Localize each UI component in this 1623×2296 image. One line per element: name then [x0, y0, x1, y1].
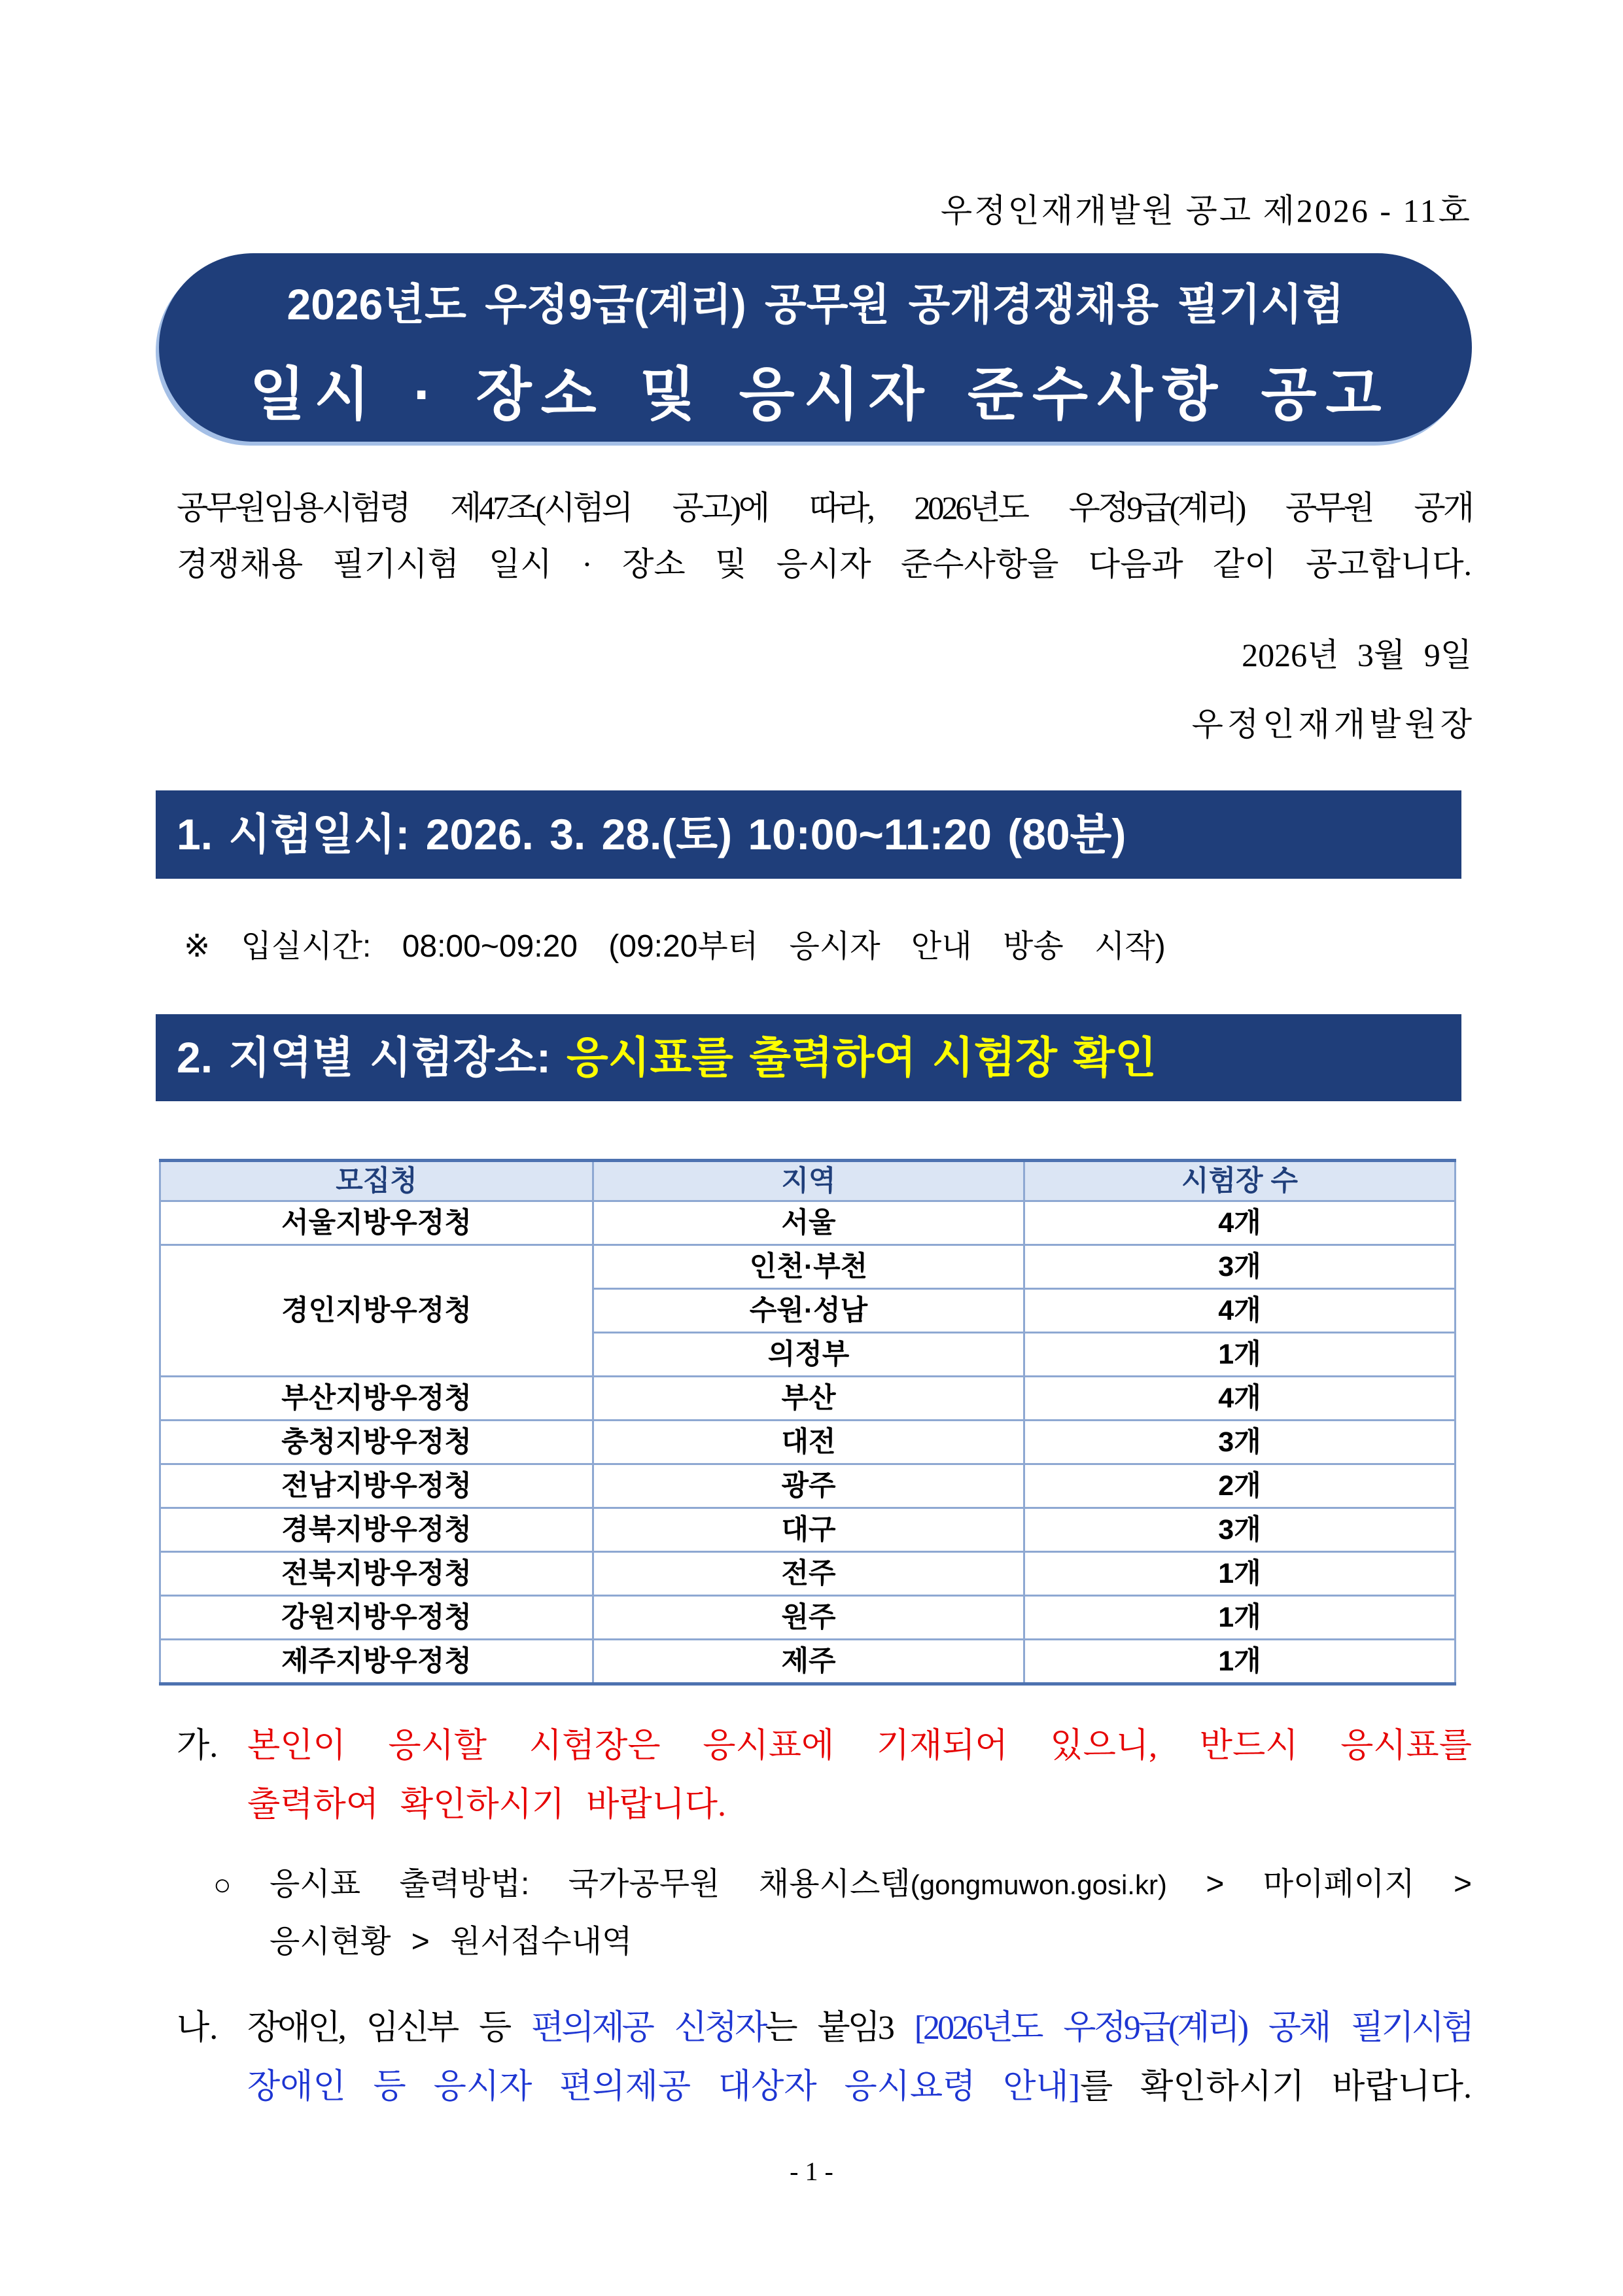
table-cell-site-count: 4개 [1024, 1289, 1456, 1333]
title-line-2: 일시 · 장소 및 응시자 준수사항 공고 [249, 362, 1391, 427]
table-cell-office: 강원지방우정청 [160, 1596, 593, 1640]
table-cell-site-count: 3개 [1024, 1245, 1456, 1289]
url-text: (gongmuwon.gosi.kr) [910, 1869, 1167, 1900]
table-cell-office: 경인지방우정청 [160, 1245, 593, 1377]
notice-number: 우정인재개발원 공고 제2026 - 11호 [940, 192, 1472, 229]
table-cell-region: 원주 [593, 1596, 1024, 1640]
table-row [160, 1201, 1456, 1245]
exam-site-table [159, 1159, 1456, 1686]
table-cell-region: 서울 [593, 1201, 1024, 1245]
table-cell-site-count: 4개 [1024, 1201, 1456, 1245]
issuer-name: 우정인재개발원장 [1191, 706, 1476, 743]
table-cell-office: 충청지방우정청 [160, 1421, 593, 1464]
table-cell-office: 서울지방우정청 [160, 1201, 593, 1245]
table-row [160, 1640, 1456, 1684]
table-cell-office: 전북지방우정청 [160, 1552, 593, 1596]
table-cell-site-count: 1개 [1024, 1596, 1456, 1640]
item-na-marker: 나. [177, 2009, 218, 2047]
plain-text: 를 확인하시기 바랍니다. [1080, 2068, 1472, 2106]
print-method-path: > 마이페이지 > [1206, 1867, 1472, 1901]
item-ga-line: 출력하여 확인하시기 바랍니다. [247, 1786, 727, 1824]
print-method-line [270, 1856, 1472, 1913]
table-cell-region: 의정부 [593, 1333, 1024, 1377]
table-header-site-count: 시험장 수 [1024, 1161, 1456, 1201]
plain-text: 는 붙임3 [765, 2009, 915, 2047]
title-banner [159, 253, 1472, 442]
table-row [160, 1464, 1456, 1508]
table-cell-region: 부산 [593, 1377, 1024, 1421]
emphasis-text: [2026년도 우정9급(계리) 공채 필기시험 [914, 2009, 1472, 2047]
table-row [160, 1245, 1456, 1289]
intro-line: 경쟁채용 필기시험 일시 · 장소 및 응시자 준수사항을 다음과 같이 공고합니다. [177, 546, 1472, 582]
table-cell-region: 제주 [593, 1640, 1024, 1684]
table-cell-site-count: 2개 [1024, 1464, 1456, 1508]
table-header-office: 모집청 [160, 1161, 593, 1201]
item-ga-marker: 가. [177, 1727, 218, 1765]
emphasis-text: 편의제공 신청자 [531, 2009, 765, 2047]
print-method-path-line: 응시현황 > 원서접수내역 [270, 1924, 633, 1959]
table-row [160, 1552, 1456, 1596]
table-cell-office: 전남지방우정청 [160, 1464, 593, 1508]
table-body [160, 1201, 1456, 1684]
table-cell-site-count: 3개 [1024, 1508, 1456, 1552]
table-cell-region: 수원·성남 [593, 1289, 1024, 1333]
plain-text: 장애인, 임신부 등 [247, 2009, 531, 2047]
section-2-highlight: 응시표를 출력하여 시험장 확인 [567, 1033, 1157, 1082]
intro-line: 공무원임용시험령 제47조(시험의 공고)에 따라, 2026년도 우정9급(계리) 공무원 공개 [177, 489, 1472, 526]
table-cell-site-count: 1개 [1024, 1552, 1456, 1596]
table-header [160, 1161, 1456, 1201]
entry-time-note: ※ 입실시간: 08:00~09:20 (09:20부터 응시자 안내 방송 시작) [184, 929, 1166, 964]
print-method-label: 응시표 출력방법: 국가공무원 채용시스템 [270, 1867, 911, 1901]
section-1-heading: 1. 시험일시: 2026. 3. 28.(토) 10:00~11:20 (80분) [177, 810, 1126, 858]
table-cell-site-count: 4개 [1024, 1377, 1456, 1421]
table-cell-site-count: 3개 [1024, 1421, 1456, 1464]
item-ga-line: 본인이 응시할 시험장은 응시표에 기재되어 있으니, 반드시 응시표를 [247, 1727, 1472, 1765]
table-cell-office: 부산지방우정청 [160, 1377, 593, 1421]
table-cell-region: 전주 [593, 1552, 1024, 1596]
table-row [160, 1596, 1456, 1640]
table-cell-office: 제주지방우정청 [160, 1640, 593, 1684]
table-row [160, 1421, 1456, 1464]
announcement-date: 2026년 3월 9일 [1242, 637, 1472, 673]
item-na-line [247, 2058, 1472, 2117]
table-cell-region: 광주 [593, 1464, 1024, 1508]
table-cell-site-count: 1개 [1024, 1333, 1456, 1377]
emphasis-text: 장애인 등 응시자 편의제공 대상자 응시요령 안내] [247, 2068, 1080, 2106]
table-header-row [160, 1161, 1456, 1201]
table-cell-region: 인천·부천 [593, 1245, 1024, 1289]
title-line-1: 2026년도 우정9급(계리) 공무원 공개경쟁채용 필기시험 [287, 280, 1344, 328]
table-cell-office: 경북지방우정청 [160, 1508, 593, 1552]
table-cell-site-count: 1개 [1024, 1640, 1456, 1684]
section-1-header [156, 790, 1461, 879]
table-cell-region: 대전 [593, 1421, 1024, 1464]
table-cell-region: 대구 [593, 1508, 1024, 1552]
table-row [160, 1377, 1456, 1421]
section-2-heading: 2. 지역별 시험장소: [177, 1033, 551, 1082]
section-2-header [156, 1014, 1461, 1101]
item-na-line [247, 1999, 1472, 2058]
table-header-region: 지역 [593, 1161, 1024, 1201]
bullet-circle-marker: ○ [213, 1867, 232, 1901]
table-row [160, 1508, 1456, 1552]
page-number: - 1 - [790, 2157, 833, 2186]
